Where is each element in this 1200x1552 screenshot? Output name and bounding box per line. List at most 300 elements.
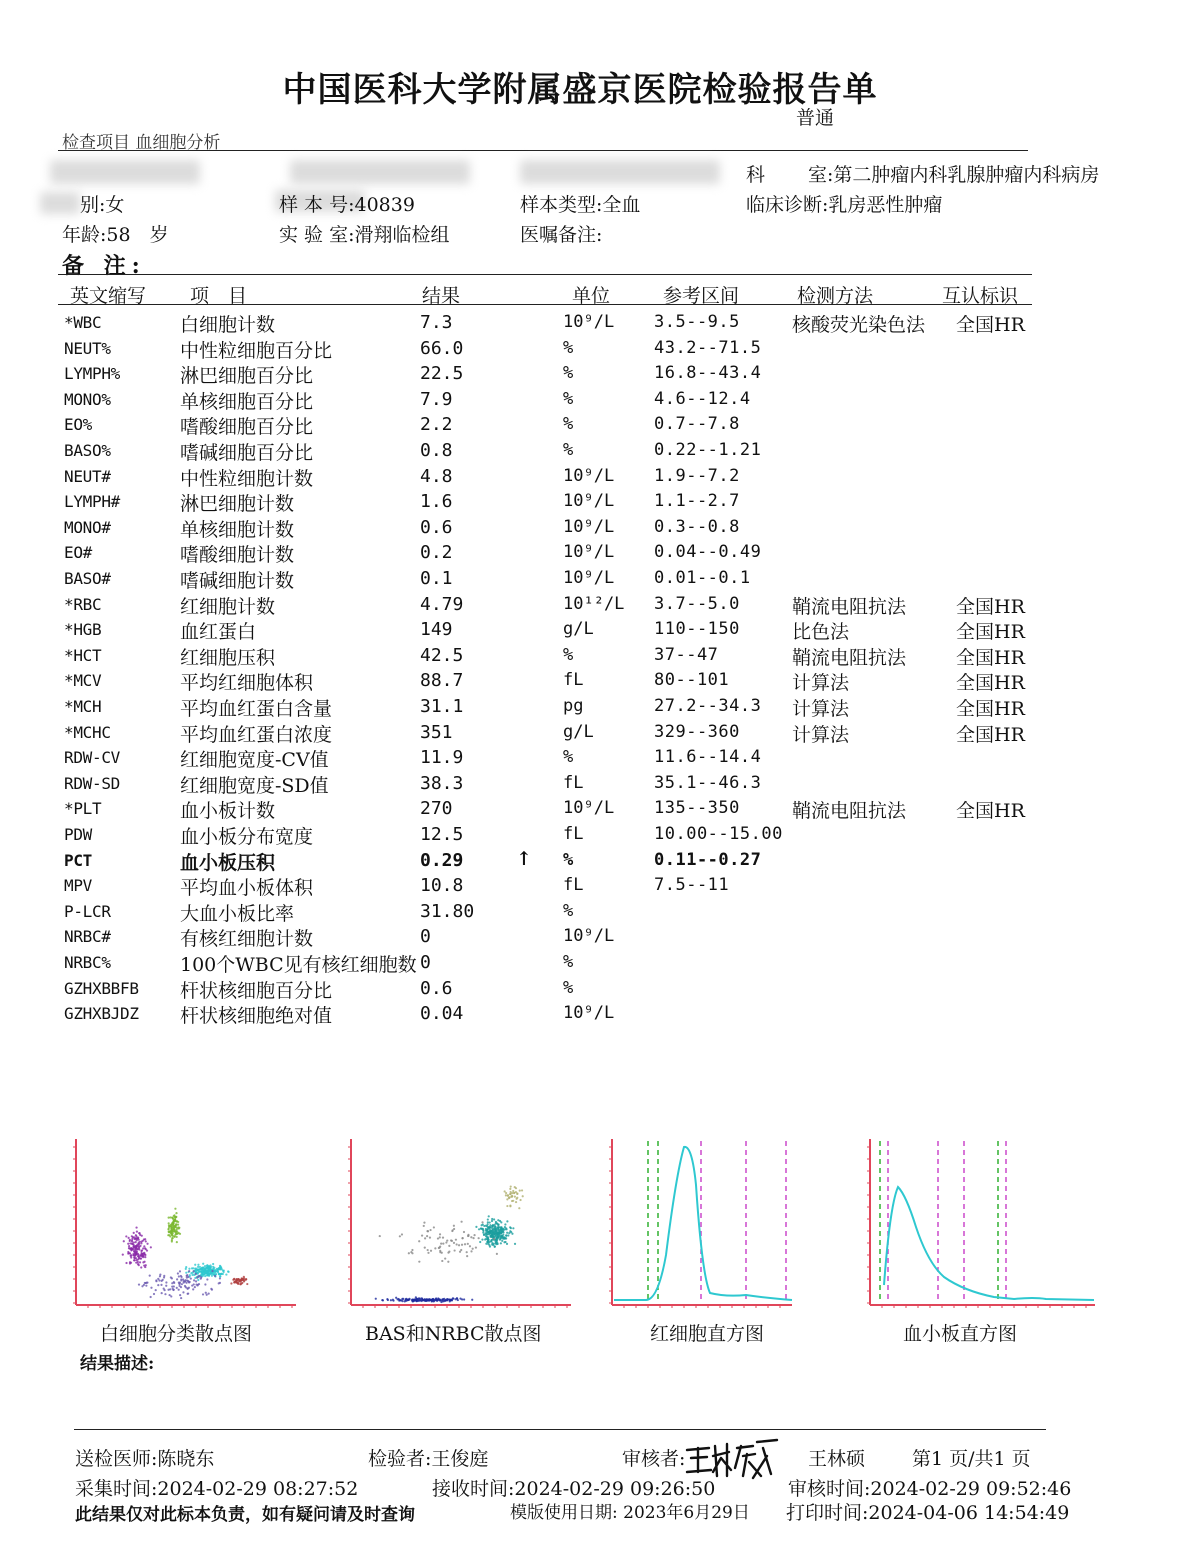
cluster-dot-scatter [182, 1291, 184, 1293]
cluster-dot-teal [498, 1233, 500, 1235]
cluster-dot-olive [516, 1193, 518, 1195]
cell-en: PCT [64, 850, 92, 870]
cluster-dot-green [178, 1227, 180, 1229]
cluster-dot-navy [463, 1298, 465, 1300]
cluster-dot-purple [136, 1239, 138, 1241]
cluster-dot-purple [133, 1232, 135, 1234]
cluster-dot-teal [486, 1225, 488, 1227]
cluster-dot-grey [478, 1237, 480, 1239]
bas-scatter-svg [345, 1135, 575, 1310]
cluster-dot-grey [426, 1235, 428, 1237]
cluster-dot-purple [122, 1254, 124, 1256]
cell-result: 12.5 [420, 824, 464, 845]
cluster-dot-purple [140, 1254, 142, 1256]
cluster-dot-scatter [170, 1295, 172, 1297]
cell-result: 88.7 [420, 670, 464, 692]
cluster-dot-purple [144, 1256, 146, 1258]
cluster-dot-purple [129, 1240, 131, 1242]
cell-en: *MCHC [64, 722, 111, 742]
cluster-dot-grey [441, 1260, 443, 1262]
cluster-dot-grey [442, 1237, 444, 1239]
cluster-dot-olive [516, 1197, 518, 1199]
cluster-dot-olive [508, 1197, 510, 1199]
cell-item: 100个WBC见有核红细胞数 [180, 954, 417, 976]
cell-item: 平均红细胞体积 [180, 672, 314, 695]
cluster-dot-olive [511, 1195, 513, 1197]
cluster-dot-teal [485, 1243, 487, 1245]
cell-unit: % [563, 363, 574, 384]
cluster-dot-red [238, 1279, 240, 1281]
cluster-dot-scatter [149, 1275, 151, 1277]
cluster-dot-olive [504, 1190, 506, 1192]
cluster-dot-cyan [197, 1268, 199, 1270]
cluster-dot-purple [139, 1234, 141, 1236]
cell-ref: 0.7--7.8 [654, 414, 740, 435]
cluster-dot-scatter [165, 1285, 167, 1287]
cluster-dot-grey [433, 1226, 435, 1228]
cell-unit: 10⁹/L [563, 542, 615, 563]
cluster-dot-green [179, 1233, 181, 1235]
cluster-dot-scatter [211, 1270, 213, 1272]
cluster-dot-grey [434, 1247, 436, 1249]
cluster-dot-scatter [158, 1279, 160, 1281]
cell-en: *MCV [64, 671, 102, 691]
cluster-dot-teal [475, 1226, 477, 1228]
cluster-dot-cyan [207, 1270, 209, 1272]
cluster-dot-teal [508, 1232, 510, 1234]
cell-ref: 0.01--0.1 [654, 568, 751, 588]
table-row [0, 566, 1200, 592]
cluster-dot-scatter [177, 1272, 179, 1274]
cluster-dot-teal [505, 1228, 507, 1230]
cluster-dot-grey [423, 1222, 425, 1224]
cluster-dot-teal [504, 1223, 506, 1225]
table-row [0, 924, 1200, 950]
cluster-dot-navy [386, 1298, 388, 1300]
cluster-dot-teal [510, 1231, 512, 1233]
cluster-dot-teal [482, 1232, 484, 1234]
cluster-dot-cyan [197, 1266, 199, 1268]
cluster-dot-olive [506, 1205, 508, 1207]
cell-method: 鞘流电阻抗法 [792, 800, 907, 823]
cell-item: 大血小板比率 [180, 902, 295, 925]
cluster-dot-scatter [208, 1293, 210, 1295]
cell-result: 31.1 [420, 696, 464, 717]
cell-unit: % [563, 440, 574, 460]
cluster-dot-green [173, 1215, 175, 1217]
cluster-dot-grey [496, 1253, 498, 1255]
page-number: 第1 页/共1 页 [912, 1448, 1031, 1470]
cell-result: 0.2 [420, 542, 453, 564]
cluster-dot-grey [427, 1252, 429, 1254]
cluster-dot-grey [467, 1243, 469, 1245]
cluster-dot-purple [134, 1245, 136, 1247]
cluster-dot-grey [424, 1247, 426, 1249]
cell-item: 中性粒细胞计数 [180, 467, 314, 490]
cluster-dot-olive [518, 1207, 520, 1209]
cluster-dot-teal [501, 1240, 503, 1242]
cluster-dot-purple [146, 1243, 148, 1245]
cell-unit: 10⁹/L [563, 568, 615, 588]
cluster-dot-teal [481, 1239, 483, 1241]
cluster-dot-grey [439, 1250, 441, 1252]
cell-method: 鞘流电阻抗法 [792, 646, 907, 669]
cluster-dot-olive [522, 1195, 524, 1197]
cluster-dot-scatter [155, 1289, 157, 1291]
review-time: 审核时间:2024-02-29 09:52:46 [788, 1478, 1072, 1500]
cluster-dot-purple [133, 1259, 135, 1261]
cluster-dot-teal [500, 1242, 502, 1244]
cluster-dot-red [246, 1283, 248, 1285]
cluster-dot-teal [507, 1234, 509, 1236]
cluster-dot-green [169, 1225, 171, 1227]
cluster-dot-grey [437, 1237, 439, 1239]
cluster-dot-grey [467, 1235, 469, 1237]
cluster-dot-olive [519, 1199, 521, 1201]
cell-result: 42.5 [420, 644, 464, 666]
tester: 检验者:王俊庭 [368, 1448, 489, 1470]
cluster-dot-grey [455, 1239, 457, 1241]
cell-en: NEUT% [64, 338, 111, 358]
cell-flag: ↑ [516, 847, 532, 870]
cluster-dot-purple [143, 1265, 145, 1267]
cluster-dot-teal [484, 1238, 486, 1240]
cluster-dot-scatter [150, 1296, 152, 1298]
cluster-dot-teal [495, 1229, 497, 1231]
cluster-dot-scatter [155, 1280, 157, 1282]
cell-item: 淋巴细胞百分比 [180, 365, 314, 388]
cluster-dot-red [239, 1281, 241, 1283]
cluster-dot-scatter [206, 1294, 208, 1296]
cluster-dot-grey [466, 1251, 468, 1253]
cluster-dot-teal [489, 1224, 491, 1226]
cell-ref: 80--101 [654, 670, 730, 691]
cluster-dot-teal [488, 1215, 490, 1217]
cell-method: 计算法 [792, 723, 850, 746]
cluster-dot-teal [502, 1231, 504, 1233]
cluster-dot-teal [514, 1243, 516, 1245]
cluster-dot-cyan [221, 1268, 223, 1270]
cell-result: 0.6 [420, 977, 453, 999]
table-row [0, 438, 1200, 464]
cluster-dot-olive [505, 1192, 507, 1194]
cell-en: *PLT [64, 799, 102, 819]
cluster-dot-olive [510, 1185, 512, 1187]
cluster-dot-cyan [205, 1272, 207, 1274]
cell-en: MONO% [64, 389, 111, 409]
cell-item: 嗜碱细胞计数 [180, 570, 295, 592]
cluster-dot-navy [461, 1298, 463, 1300]
cluster-dot-teal [497, 1223, 499, 1225]
cluster-dot-scatter [179, 1294, 181, 1296]
cluster-dot-scatter [180, 1297, 182, 1299]
cluster-dot-teal [497, 1219, 499, 1221]
cluster-dot-olive [507, 1195, 509, 1197]
cluster-dot-green [176, 1220, 178, 1222]
rbc-histogram [606, 1135, 796, 1310]
cluster-dot-olive [515, 1187, 517, 1189]
cell-en: NRBC# [64, 927, 111, 947]
cluster-dot-olive [521, 1189, 523, 1191]
cell-mark: 全国HR [956, 595, 1025, 618]
cluster-dot-grey [410, 1251, 412, 1253]
cluster-dot-green [174, 1226, 176, 1228]
cluster-dot-grey [408, 1252, 410, 1254]
cluster-dot-teal [506, 1220, 508, 1222]
cell-result: 0.1 [420, 568, 453, 589]
col-header-item: 项 目 [190, 285, 248, 307]
cluster-dot-scatter [195, 1273, 197, 1275]
cell-result: 66.0 [420, 337, 464, 359]
cluster-dot-teal [486, 1236, 488, 1238]
cell-method: 计算法 [792, 698, 850, 720]
cluster-dot-cyan [223, 1269, 225, 1271]
cluster-dot-olive [510, 1191, 512, 1193]
cluster-dot-grey [470, 1236, 472, 1238]
cluster-dot-olive [519, 1189, 521, 1191]
cluster-dot-scatter [179, 1270, 181, 1272]
cluster-dot-scatter [150, 1287, 152, 1289]
cluster-dot-grey [426, 1230, 428, 1232]
cluster-dot-grey [421, 1234, 423, 1236]
cluster-dot-purple [135, 1262, 137, 1264]
cluster-dot-navy [381, 1299, 383, 1301]
cluster-dot-grey [469, 1245, 471, 1247]
cluster-dot-scatter [194, 1286, 196, 1288]
cluster-dot-purple [133, 1236, 135, 1238]
cluster-dot-navy [395, 1297, 397, 1299]
cluster-dot-grey [451, 1240, 453, 1242]
cluster-dot-cyan [188, 1268, 190, 1270]
cluster-dot-navy [401, 1300, 403, 1302]
cluster-dot-cyan [185, 1272, 187, 1274]
cluster-dot-purple [141, 1249, 143, 1251]
cell-en: *HGB [64, 620, 102, 640]
cluster-dot-purple [129, 1242, 131, 1244]
cluster-dot-scatter [160, 1284, 162, 1286]
cluster-dot-cyan [190, 1272, 192, 1274]
col-header-result: 结果 [422, 285, 461, 307]
reviewer-name: 王林硕 [808, 1448, 866, 1470]
cell-result: 0.6 [420, 516, 453, 538]
cell-item: 平均血红蛋白浓度 [180, 723, 333, 746]
cluster-dot-scatter [193, 1270, 195, 1272]
wbc-scatter-svg [70, 1135, 300, 1310]
cluster-dot-scatter [163, 1275, 165, 1277]
cluster-dot-scatter [187, 1276, 189, 1278]
cell-item: 白细胞计数 [180, 314, 276, 336]
cluster-dot-cyan [227, 1271, 229, 1273]
cluster-dot-scatter [184, 1285, 186, 1287]
cluster-dot-navy [440, 1299, 442, 1301]
cluster-dot-teal [489, 1234, 491, 1236]
table-row [0, 617, 1200, 643]
cluster-dot-grey [430, 1250, 432, 1252]
report-title: 中国医科大学附属盛京医院检验报告单 [282, 70, 878, 110]
cell-mark: 全国HR [956, 646, 1025, 669]
cluster-dot-grey [429, 1236, 431, 1238]
cell-unit: 10⁹/L [563, 465, 615, 486]
cluster-dot-navy [375, 1298, 377, 1300]
cluster-dot-teal [483, 1225, 485, 1227]
cluster-dot-teal [494, 1242, 496, 1244]
cluster-dot-navy [429, 1299, 431, 1301]
cluster-dot-scatter [186, 1274, 188, 1276]
cluster-dot-purple [128, 1247, 130, 1249]
cluster-dot-purple [142, 1261, 144, 1263]
cell-item: 平均血红蛋白含量 [180, 698, 333, 720]
col-header-en: 英文缩写 [70, 285, 147, 307]
cluster-dot-green [174, 1218, 176, 1220]
cluster-dot-teal [491, 1242, 493, 1244]
cell-unit: 10⁹/L [563, 926, 615, 947]
cluster-dot-purple [135, 1226, 137, 1228]
report-subtitle: 普通 [796, 107, 835, 129]
cell-item: 杆状核细胞百分比 [180, 979, 333, 1002]
cluster-dot-teal [497, 1243, 499, 1245]
cluster-dot-grey [427, 1249, 429, 1251]
cluster-dot-olive [515, 1191, 517, 1193]
cluster-dot-grey [448, 1245, 450, 1247]
cell-method: 计算法 [792, 672, 850, 695]
cluster-dot-purple [143, 1245, 145, 1247]
cluster-dot-grey [481, 1221, 483, 1223]
rbc-curve [614, 1147, 792, 1300]
cell-result: 31.80 [420, 900, 475, 922]
cluster-dot-scatter [179, 1282, 181, 1284]
patient-age: 年龄:58 岁 [62, 224, 169, 246]
cluster-dot-scatter [145, 1285, 147, 1287]
cluster-dot-grey [446, 1239, 448, 1241]
cell-result: 11.9 [420, 747, 464, 769]
cell-ref: 10.00--15.00 [654, 824, 783, 844]
cluster-dot-green [171, 1239, 173, 1241]
cluster-dot-scatter [173, 1289, 175, 1291]
cluster-dot-cyan [204, 1268, 206, 1270]
cluster-dot-grey [411, 1249, 413, 1251]
cell-ref: 110--150 [654, 619, 740, 640]
cluster-dot-cyan [210, 1272, 212, 1274]
cluster-dot-purple [142, 1247, 144, 1249]
cell-en: *WBC [64, 313, 102, 332]
cluster-dot-teal [489, 1226, 491, 1228]
cluster-dot-grey [440, 1243, 442, 1245]
cluster-dot-cyan [194, 1264, 196, 1266]
cluster-dot-scatter [165, 1281, 167, 1283]
cluster-dot-teal [506, 1243, 508, 1245]
cluster-dot-purple [137, 1245, 139, 1247]
result-description-label: 结果描述: [80, 1354, 155, 1374]
cluster-dot-grey [418, 1261, 420, 1263]
cluster-dot-navy [421, 1297, 423, 1299]
plt-histogram [864, 1135, 1099, 1310]
cluster-dot-grey [472, 1248, 474, 1250]
cell-en: MPV [64, 876, 92, 896]
cluster-dot-teal [479, 1241, 481, 1243]
table-row [0, 745, 1200, 771]
cell-ref: 35.1--46.3 [654, 772, 762, 793]
cluster-dot-scatter [187, 1288, 189, 1290]
cell-item: 杆状核细胞绝对值 [180, 1005, 333, 1028]
cell-method: 鞘流电阻抗法 [792, 595, 907, 618]
cluster-dot-purple [133, 1244, 135, 1246]
cluster-dot-teal [504, 1226, 506, 1228]
cell-method: 比色法 [792, 621, 850, 644]
cluster-dot-navy [452, 1297, 454, 1299]
plt-histogram-svg [864, 1135, 1099, 1310]
cluster-dot-scatter [206, 1278, 208, 1280]
cell-mark: 全国HR [956, 672, 1025, 695]
cell-item: 单核细胞计数 [180, 518, 295, 541]
redacted-id [290, 160, 470, 184]
cluster-dot-scatter [178, 1275, 180, 1277]
cluster-dot-scatter [173, 1282, 175, 1284]
cluster-dot-green [175, 1231, 177, 1233]
cluster-dot-purple [125, 1262, 127, 1264]
cluster-dot-green [175, 1212, 177, 1214]
cluster-dot-scatter [164, 1293, 166, 1295]
cell-result: 7.9 [420, 388, 453, 410]
cluster-dot-olive [514, 1196, 516, 1198]
cluster-dot-scatter [161, 1292, 163, 1294]
cluster-dot-purple [132, 1248, 134, 1250]
cluster-dot-red [233, 1281, 235, 1283]
cell-en: EO% [64, 415, 92, 435]
cluster-dot-navy [455, 1298, 457, 1300]
cluster-dot-cyan [206, 1274, 208, 1276]
exam-item: 检查项目 血细胞分析 [62, 133, 221, 153]
cell-en: EO# [64, 543, 92, 563]
cell-unit: % [563, 900, 574, 921]
cell-item: 嗜酸细胞百分比 [180, 416, 314, 439]
cluster-dot-cyan [206, 1266, 208, 1268]
cluster-dot-cyan [211, 1275, 213, 1277]
cluster-dot-scatter [176, 1278, 178, 1280]
cell-item: 血小板分布宽度 [180, 826, 314, 848]
cluster-dot-grey [444, 1257, 446, 1259]
cell-item: 嗜碱细胞百分比 [180, 442, 314, 464]
cluster-dot-cyan [200, 1271, 202, 1273]
cluster-dot-teal [492, 1232, 494, 1234]
cell-unit: % [563, 952, 574, 972]
cluster-dot-teal [491, 1218, 493, 1220]
cluster-dot-scatter [181, 1283, 183, 1285]
cluster-dot-teal [506, 1232, 508, 1234]
cluster-dot-purple [127, 1243, 129, 1245]
cluster-dot-purple [127, 1251, 129, 1253]
table-row [0, 668, 1200, 694]
cell-unit: fL [563, 772, 584, 793]
cluster-dot-grey [493, 1238, 495, 1240]
cluster-dot-teal [499, 1235, 501, 1237]
cluster-dot-grey [399, 1235, 401, 1237]
cluster-dot-scatter [171, 1277, 173, 1279]
cluster-dot-teal [496, 1237, 498, 1239]
cell-result: 7.3 [420, 312, 453, 333]
cluster-dot-teal [494, 1246, 496, 1248]
cell-unit: fL [563, 875, 584, 896]
table-header-divider [58, 304, 1032, 305]
cluster-dot-scatter [214, 1275, 216, 1277]
cluster-dot-purple [128, 1237, 130, 1239]
cell-item: 红细胞压积 [180, 646, 276, 669]
template-date: 模版使用日期: 2023年6月29日 [510, 1503, 750, 1523]
cell-en: LYMPH# [64, 492, 120, 512]
cluster-dot-scatter [153, 1293, 155, 1295]
cluster-dot-purple [135, 1257, 137, 1259]
cell-ref: 27.2--34.3 [654, 696, 762, 716]
cluster-dot-grey [453, 1225, 455, 1227]
